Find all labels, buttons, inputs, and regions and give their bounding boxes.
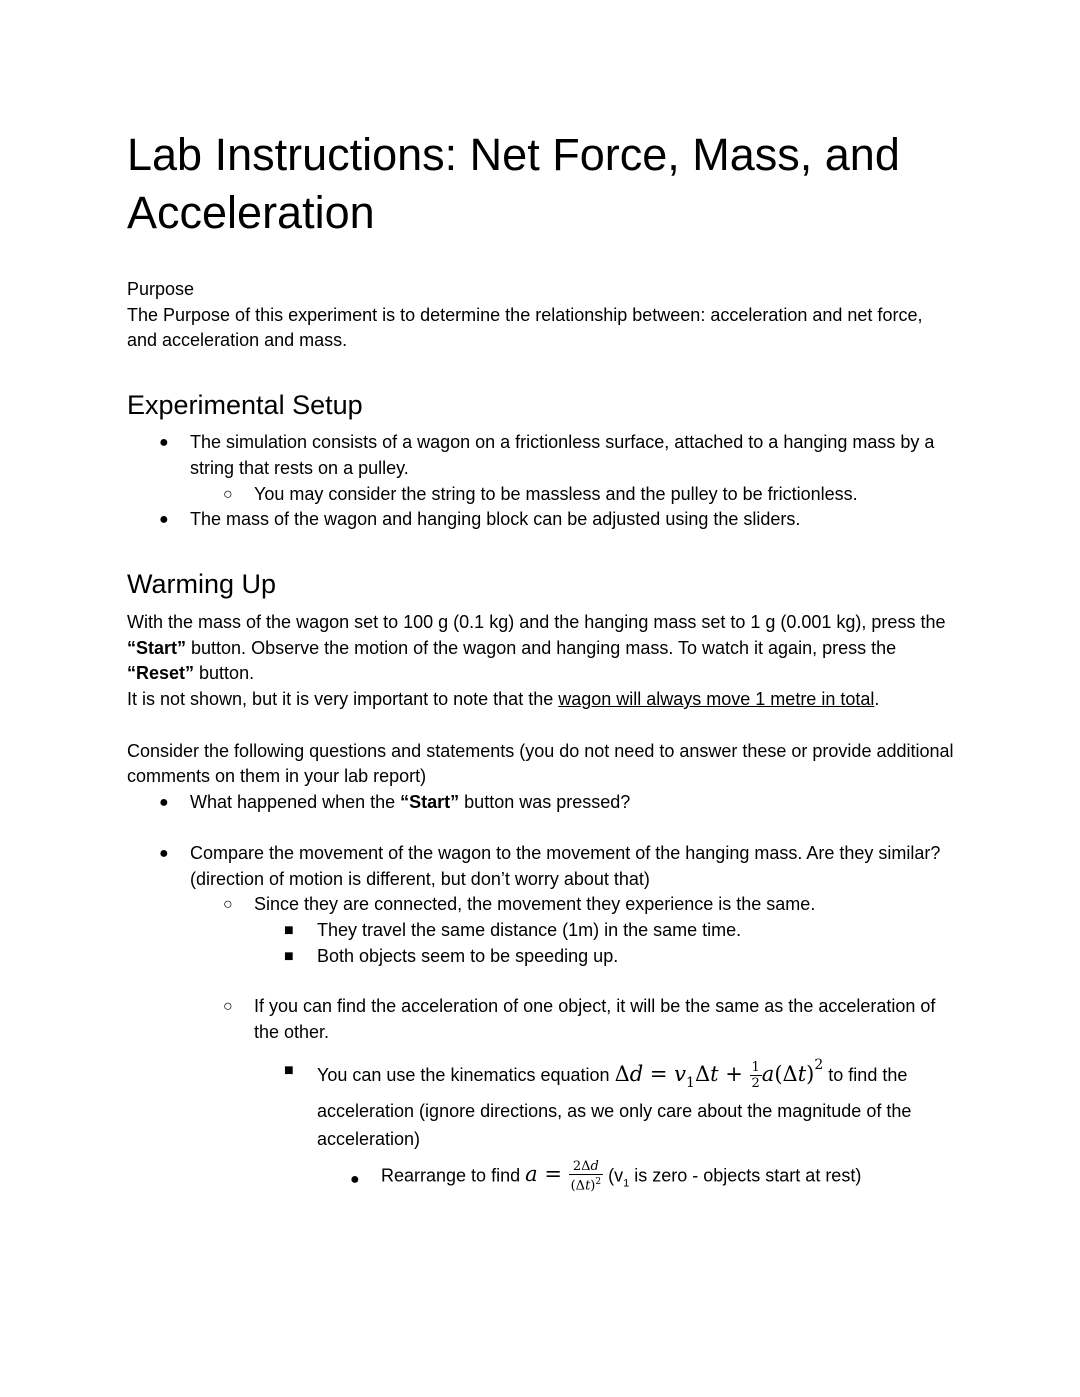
warmup-note: It is not shown, but it is very important to note that the wagon will always move 1 metre in total. [127,689,880,710]
bullet-square-icon: ■ [284,947,294,965]
bullet-square-icon: ■ [284,1061,294,1079]
list-item: ○ You may consider the string to be massless and the pulley to be frictionless. [127,482,957,508]
list-item: ● Compare the movement of the wagon to the movement of the hanging mass. Are they similar? (direction of motion is different, but don’t worry about that) [159,842,941,889]
underlined-note: wagon will always move 1 metre in total [558,689,875,710]
list-item: ● The mass of the wagon and hanging block can be adjusted using the sliders. [127,507,957,533]
list-item: ■ They travel the same distance (1m) in the same time. [127,918,957,944]
purpose-text: The Purpose of this experiment is to determine the relationship between: acceleration and net force, and acceleration and mass. [127,304,923,351]
warmup-heading: Warming Up [127,568,277,599]
bullet-square-icon: ■ [284,921,294,939]
bullet-disc-icon: ● [159,844,169,862]
list-item: ○ Since they are connected, the movement they experience is the same. [127,892,957,918]
list-item: ■ Both objects seem to be speeding up. [127,944,957,970]
bullet-circle-icon: ○ [223,998,233,1016]
page-title: Lab Instructions: Net Force, Mass, and Acceleration [127,129,900,238]
warmup-paragraph: With the mass of the wagon set to 100 g (0.1 kg) and the hanging mass set to 1 g (0.001 kg), press the “Start” button. Observe the motion of the wagon and hanging mass. To watch it again, press the “Reset” button. [127,611,946,684]
acceleration-equation: a = $\frac{2\Delta d}{(\Delta t)^2}$ [525,1158,602,1194]
bullet-circle-icon: ○ [223,896,233,914]
bullet-disc-icon: ● [159,434,169,452]
document-page [127,126,957,1198]
kinematics-equation: $\Delta d = v_1\Delta t$ + $\frac{1}{2}$ $a(\Delta t)^2$ [614,1056,824,1091]
reset-label: “Reset” [127,663,195,684]
list-item: ○ If you can find the acceleration of one object, it will be the same as the acceleration of the other. [223,996,936,1043]
bullet-disc-icon: ● [159,511,169,529]
bullet-disc-icon: ● [159,794,169,812]
consider-paragraph: Consider the following questions and statements (you do not need to answer these or provide additional comments on them in your lab report) [127,740,954,787]
list-item: ■ You can use the kinematics equation $\Delta d = v_1\Delta t$ + $\frac{1}{2}$ $a(\Delta t)^2$ to find the acceleration (ignore directions, as we only care about the magnitude of the acceleration) [284,1056,912,1149]
bullet-disc-icon: ● [350,1170,360,1188]
purpose-label: Purpose [127,279,195,299]
list-item: ● The simulation consists of a wagon on a frictionless surface, attached to a hanging mass by a string that rests on a pulley. [159,432,935,478]
bullet-circle-icon: ○ [223,485,233,503]
start-label: “Start” [127,637,187,658]
list-item: ● Rearrange to find a = $\frac{2\Delta d}{(\Delta t)^2}$ ($v_1$ is zero - objects start at rest) [350,1158,862,1194]
setup-heading: Experimental Setup [127,390,363,421]
list-item: ● What happened when the “Start” button was pressed? [127,790,957,816]
